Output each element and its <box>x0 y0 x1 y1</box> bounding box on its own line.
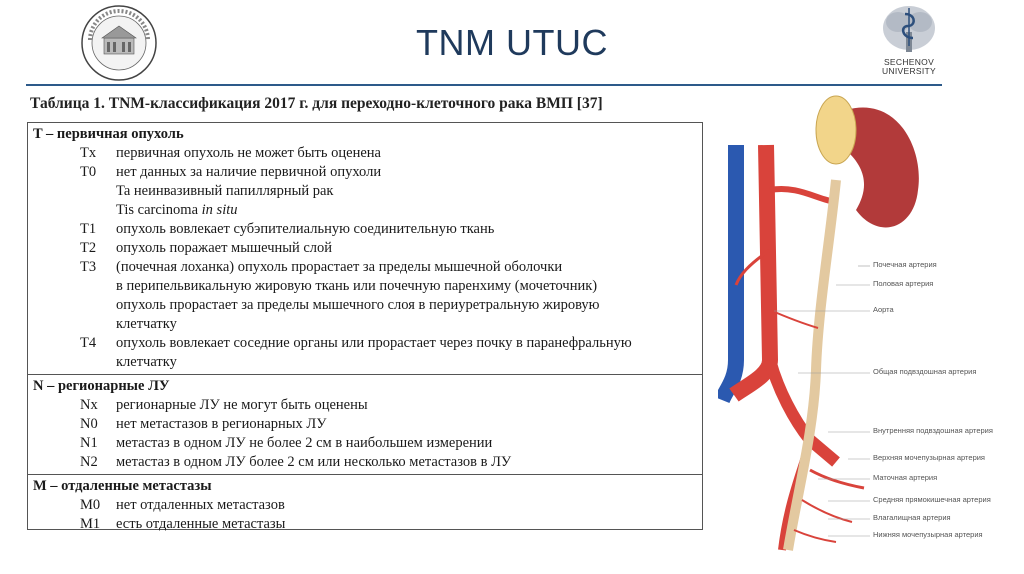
stage-code: T0 <box>80 164 97 180</box>
stage-description <box>116 182 702 201</box>
stage-description <box>116 353 702 372</box>
stage-code: M1 <box>80 516 101 532</box>
stage-description-text: есть отдаленные метастазы <box>116 516 286 532</box>
stage-code: N0 <box>80 416 98 432</box>
stage-description-text: метастаз в одном ЛУ более 2 см или несколько метастазов в ЛУ <box>116 454 512 470</box>
stage-description-text: регионарные ЛУ не могут быть оценены <box>116 397 368 413</box>
stage-code: M0 <box>80 497 101 513</box>
stage-description <box>116 415 702 434</box>
title-divider <box>26 84 942 86</box>
table-row <box>28 220 702 239</box>
table-section <box>28 123 702 375</box>
stage-description-text: клетчатку <box>116 316 177 332</box>
stage-description-text: в перипельвикальную жировую ткань или почечную паренхиму (мочеточник) <box>116 278 598 294</box>
stage-description <box>116 515 702 534</box>
table-row <box>28 315 702 334</box>
table-row <box>28 144 702 163</box>
table-row <box>28 434 702 453</box>
tnm-table <box>27 122 703 530</box>
stage-description-text: метастаз в одном ЛУ не более 2 см в наибольшем измерении <box>116 435 493 451</box>
stage-description <box>116 334 702 353</box>
table-row <box>28 353 702 372</box>
stage-description-text: нет отдаленных метастазов <box>116 497 285 513</box>
label-internal-iliac-artery: Внутренняя подвздошная артерия <box>873 426 993 435</box>
anatomy-illustration <box>718 90 1018 560</box>
ureter-blood-supply-diagram <box>718 90 1018 560</box>
section-heading: N – регионарные ЛУ <box>33 378 170 394</box>
stage-code: T2 <box>80 240 97 256</box>
logo-text-sechenov: SECHENOV <box>883 57 935 67</box>
stage-code: T4 <box>80 335 97 351</box>
stage-code <box>28 201 116 220</box>
stage-description <box>116 258 702 277</box>
stage-code: N2 <box>80 454 98 470</box>
stage-description <box>116 453 702 472</box>
table-row <box>28 296 702 315</box>
stage-description <box>116 201 702 220</box>
stage-description-text: (почечная лоханка) опухоль прорастает за пределы мышечной оболочки <box>116 259 563 275</box>
stage-code: Tx <box>80 145 97 161</box>
stage-description <box>116 296 702 315</box>
stage-code: Nx <box>80 397 98 413</box>
label-gonadal-artery: Половая артерия <box>873 279 934 288</box>
table-row <box>28 182 702 201</box>
table-row <box>28 201 702 220</box>
label-inferior-vesical-artery: Нижняя мочепузырная артерия <box>873 530 983 539</box>
stage-description-text: нет данных за наличие первичной опухоли <box>116 164 382 180</box>
stage-code <box>28 315 116 334</box>
label-middle-rectal-artery: Средняя прямокишечная артерия <box>873 495 991 504</box>
table-row <box>28 163 702 182</box>
stage-description <box>116 315 702 334</box>
table-row <box>28 277 702 296</box>
stage-code: T1 <box>80 221 97 237</box>
stage-description <box>116 496 702 515</box>
label-aorta: Аорта <box>873 305 894 314</box>
label-common-iliac-artery: Общая подвздошная артерия <box>873 367 977 376</box>
stage-code <box>28 296 116 315</box>
stage-code <box>28 182 116 201</box>
logo-text-university: UNIVERSITY <box>881 66 936 76</box>
stage-description <box>116 144 702 163</box>
label-renal-artery: Почечная артерия <box>873 260 937 269</box>
stage-code <box>28 353 116 372</box>
stage-description <box>116 220 702 239</box>
sechenov-university-logo <box>872 2 946 86</box>
stage-code: T3 <box>80 259 97 275</box>
table-row <box>28 415 702 434</box>
stage-description-text: опухоль прорастает за пределы мышечного слоя в периуретральную жировую <box>116 297 600 313</box>
stage-description-text: опухоль поражает мышечный слой <box>116 240 333 256</box>
stage-code <box>28 277 116 296</box>
table-caption: Таблица 1. TNM-классификация 2017 г. для переходно-клеточного рака ВМП [37] <box>30 95 603 112</box>
stage-description-text: клетчатку <box>116 354 177 370</box>
table-row <box>28 515 702 534</box>
table-section <box>28 475 702 536</box>
stage-description <box>116 277 702 296</box>
table-row <box>28 396 702 415</box>
section-heading: M – отдаленные метастазы <box>33 478 212 494</box>
stage-description-italic: in situ <box>201 202 238 218</box>
table-section <box>28 375 702 475</box>
stage-description-text: опухоль вовлекает соседние органы или прорастает через почку в паранефральную <box>116 335 632 351</box>
label-uterine-artery: Маточная артерия <box>873 473 938 482</box>
stage-description-text: Tis carcinoma <box>116 202 199 218</box>
table-row <box>28 496 702 515</box>
stage-description <box>116 163 702 182</box>
table-row <box>28 453 702 472</box>
table-row <box>28 334 702 353</box>
stage-description-text: опухоль вовлекает субэпителиальную соединительную ткань <box>116 221 495 237</box>
label-superior-vesical-artery: Верхняя мочепузырная артерия <box>873 453 985 462</box>
stage-description-text: нет метастазов в регионарных ЛУ <box>116 416 327 432</box>
stage-description <box>116 434 702 453</box>
label-vaginal-artery: Влагалищная артерия <box>873 513 951 522</box>
stage-code: N1 <box>80 435 98 451</box>
stage-description <box>116 239 702 258</box>
stage-description <box>116 396 702 415</box>
slide-title: TNM UTUC <box>416 22 608 63</box>
section-heading: T – первичная опухоль <box>33 126 184 142</box>
table-row <box>28 258 702 277</box>
table-row <box>28 239 702 258</box>
stage-description-text: Ta неинвазивный папиллярный рак <box>116 183 334 199</box>
stage-description-text: первичная опухоль не может быть оценена <box>116 145 381 161</box>
